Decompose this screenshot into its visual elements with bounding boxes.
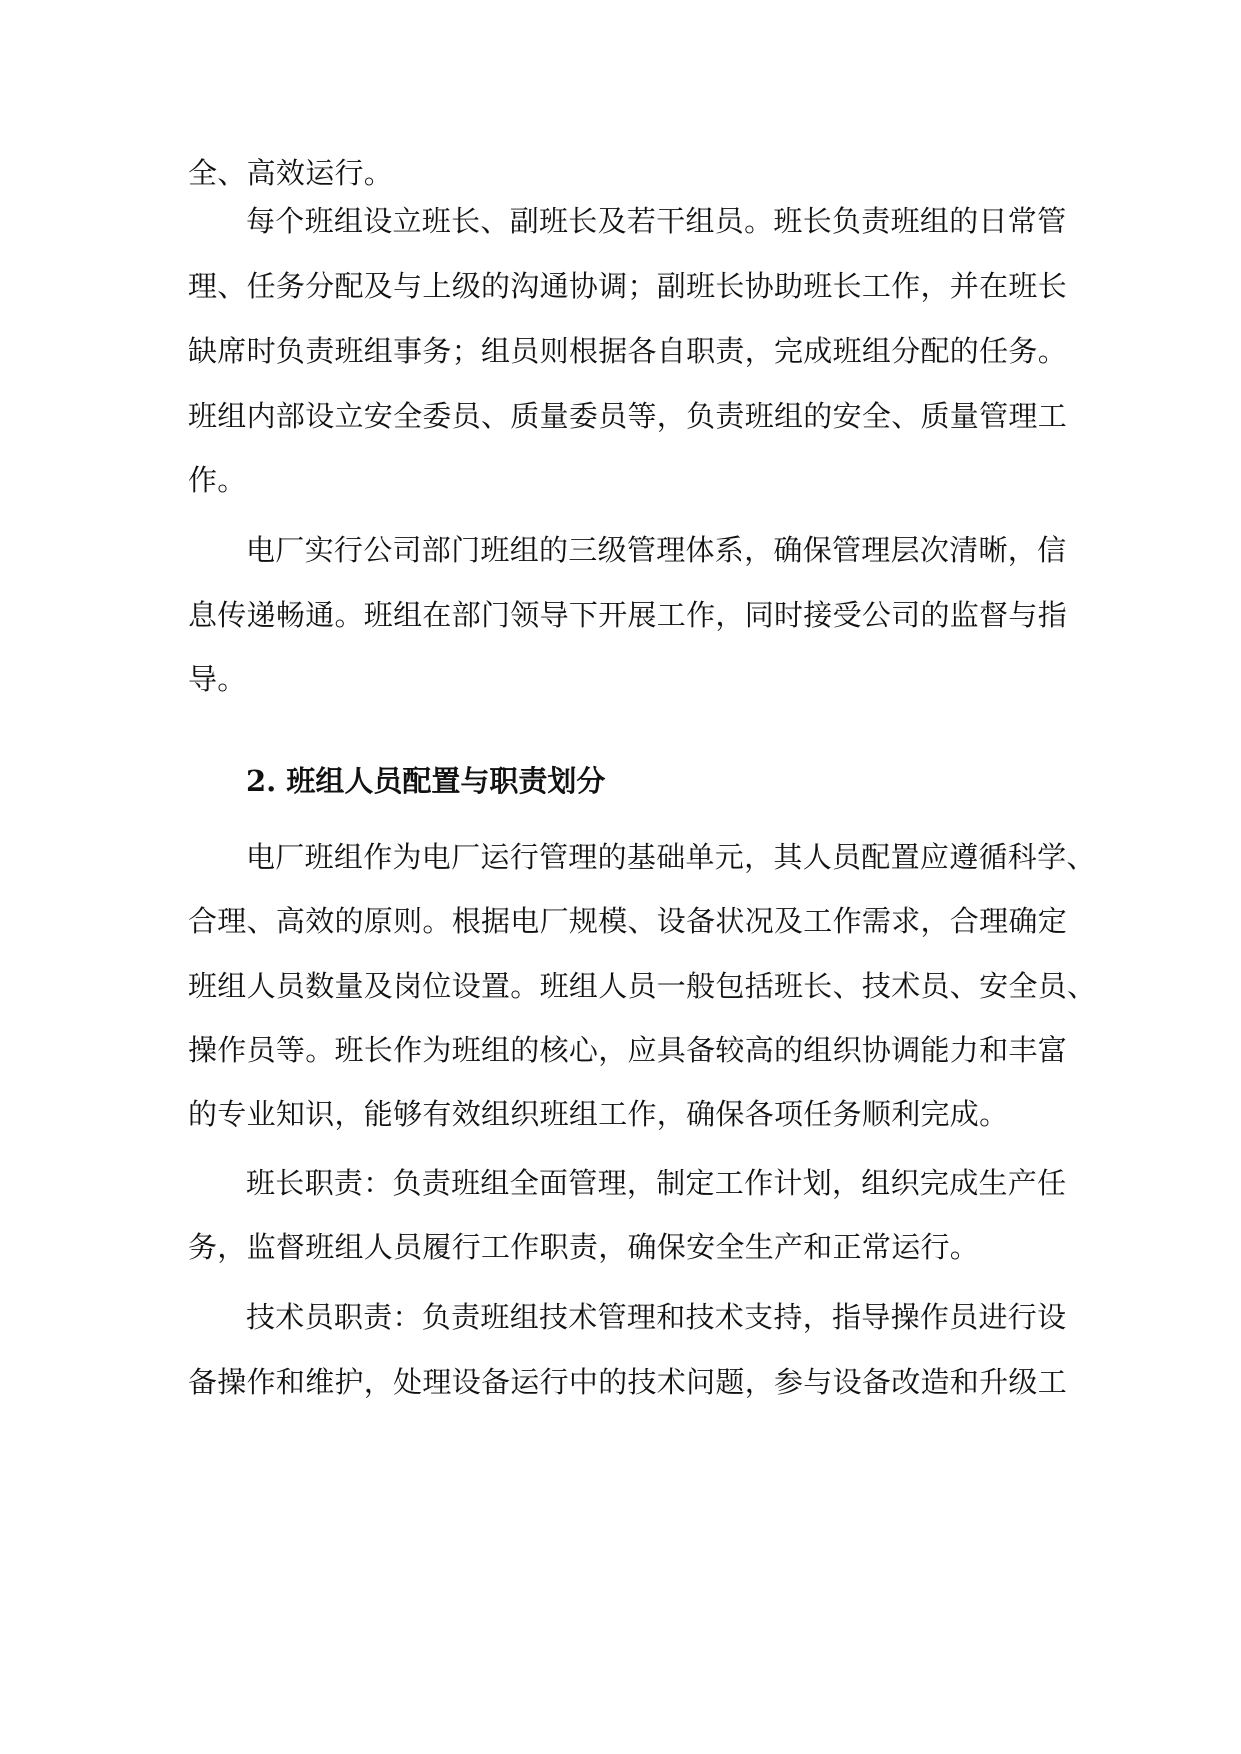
paragraph-line: 导。 xyxy=(188,662,247,696)
paragraph-line: 每个班组设立班长、副班长及若干组员。班长负责班组的日常管 xyxy=(246,204,1067,238)
paragraph-line: 班组人员数量及岗位设置。班组人员一般包括班长、技术员、安全员、 xyxy=(188,969,1097,1003)
paragraph-line: 息传递畅通。班组在部门领导下开展工作，同时接受公司的监督与指 xyxy=(188,598,1068,632)
paragraph-line: 缺席时负责班组事务；组员则根据各自职责，完成班组分配的任务。 xyxy=(188,334,1068,368)
paragraph-line: 班组内部设立安全委员、质量委员等，负责班组的安全、质量管理工 xyxy=(188,399,1068,433)
section-heading: 2. 班组人员配置与职责划分 xyxy=(246,764,606,798)
paragraph-line: 的专业知识，能够有效组织班组工作，确保各项任务顺利完成。 xyxy=(188,1097,1009,1131)
paragraph-line: 作。 xyxy=(188,463,247,497)
paragraph-line: 操作员等。班长作为班组的核心，应具备较高的组织协调能力和丰富 xyxy=(188,1033,1068,1067)
paragraph-line: 备操作和维护，处理设备运行中的技术问题，参与设备改造和升级工 xyxy=(188,1365,1068,1399)
paragraph-line: 技术员职责：负责班组技术管理和技术支持，指导操作员进行设 xyxy=(246,1300,1067,1334)
paragraph-line: 电厂实行公司部门班组的三级管理体系，确保管理层次清晰，信 xyxy=(246,533,1067,567)
paragraph-line: 电厂班组作为电厂运行管理的基础单元，其人员配置应遵循科学、 xyxy=(246,840,1096,874)
paragraph-line: 班长职责：负责班组全面管理，制定工作计划，组织完成生产任 xyxy=(246,1166,1067,1200)
paragraph-line: 理、任务分配及与上级的沟通协调；副班长协助班长工作，并在班长 xyxy=(188,269,1068,303)
paragraph-line: 合理、高效的原则。根据电厂规模、设备状况及工作需求，合理确定 xyxy=(188,904,1068,938)
paragraph-line: 全、高效运行。 xyxy=(188,156,394,190)
paragraph-line: 务，监督班组人员履行工作职责，确保安全生产和正常运行。 xyxy=(188,1230,980,1264)
